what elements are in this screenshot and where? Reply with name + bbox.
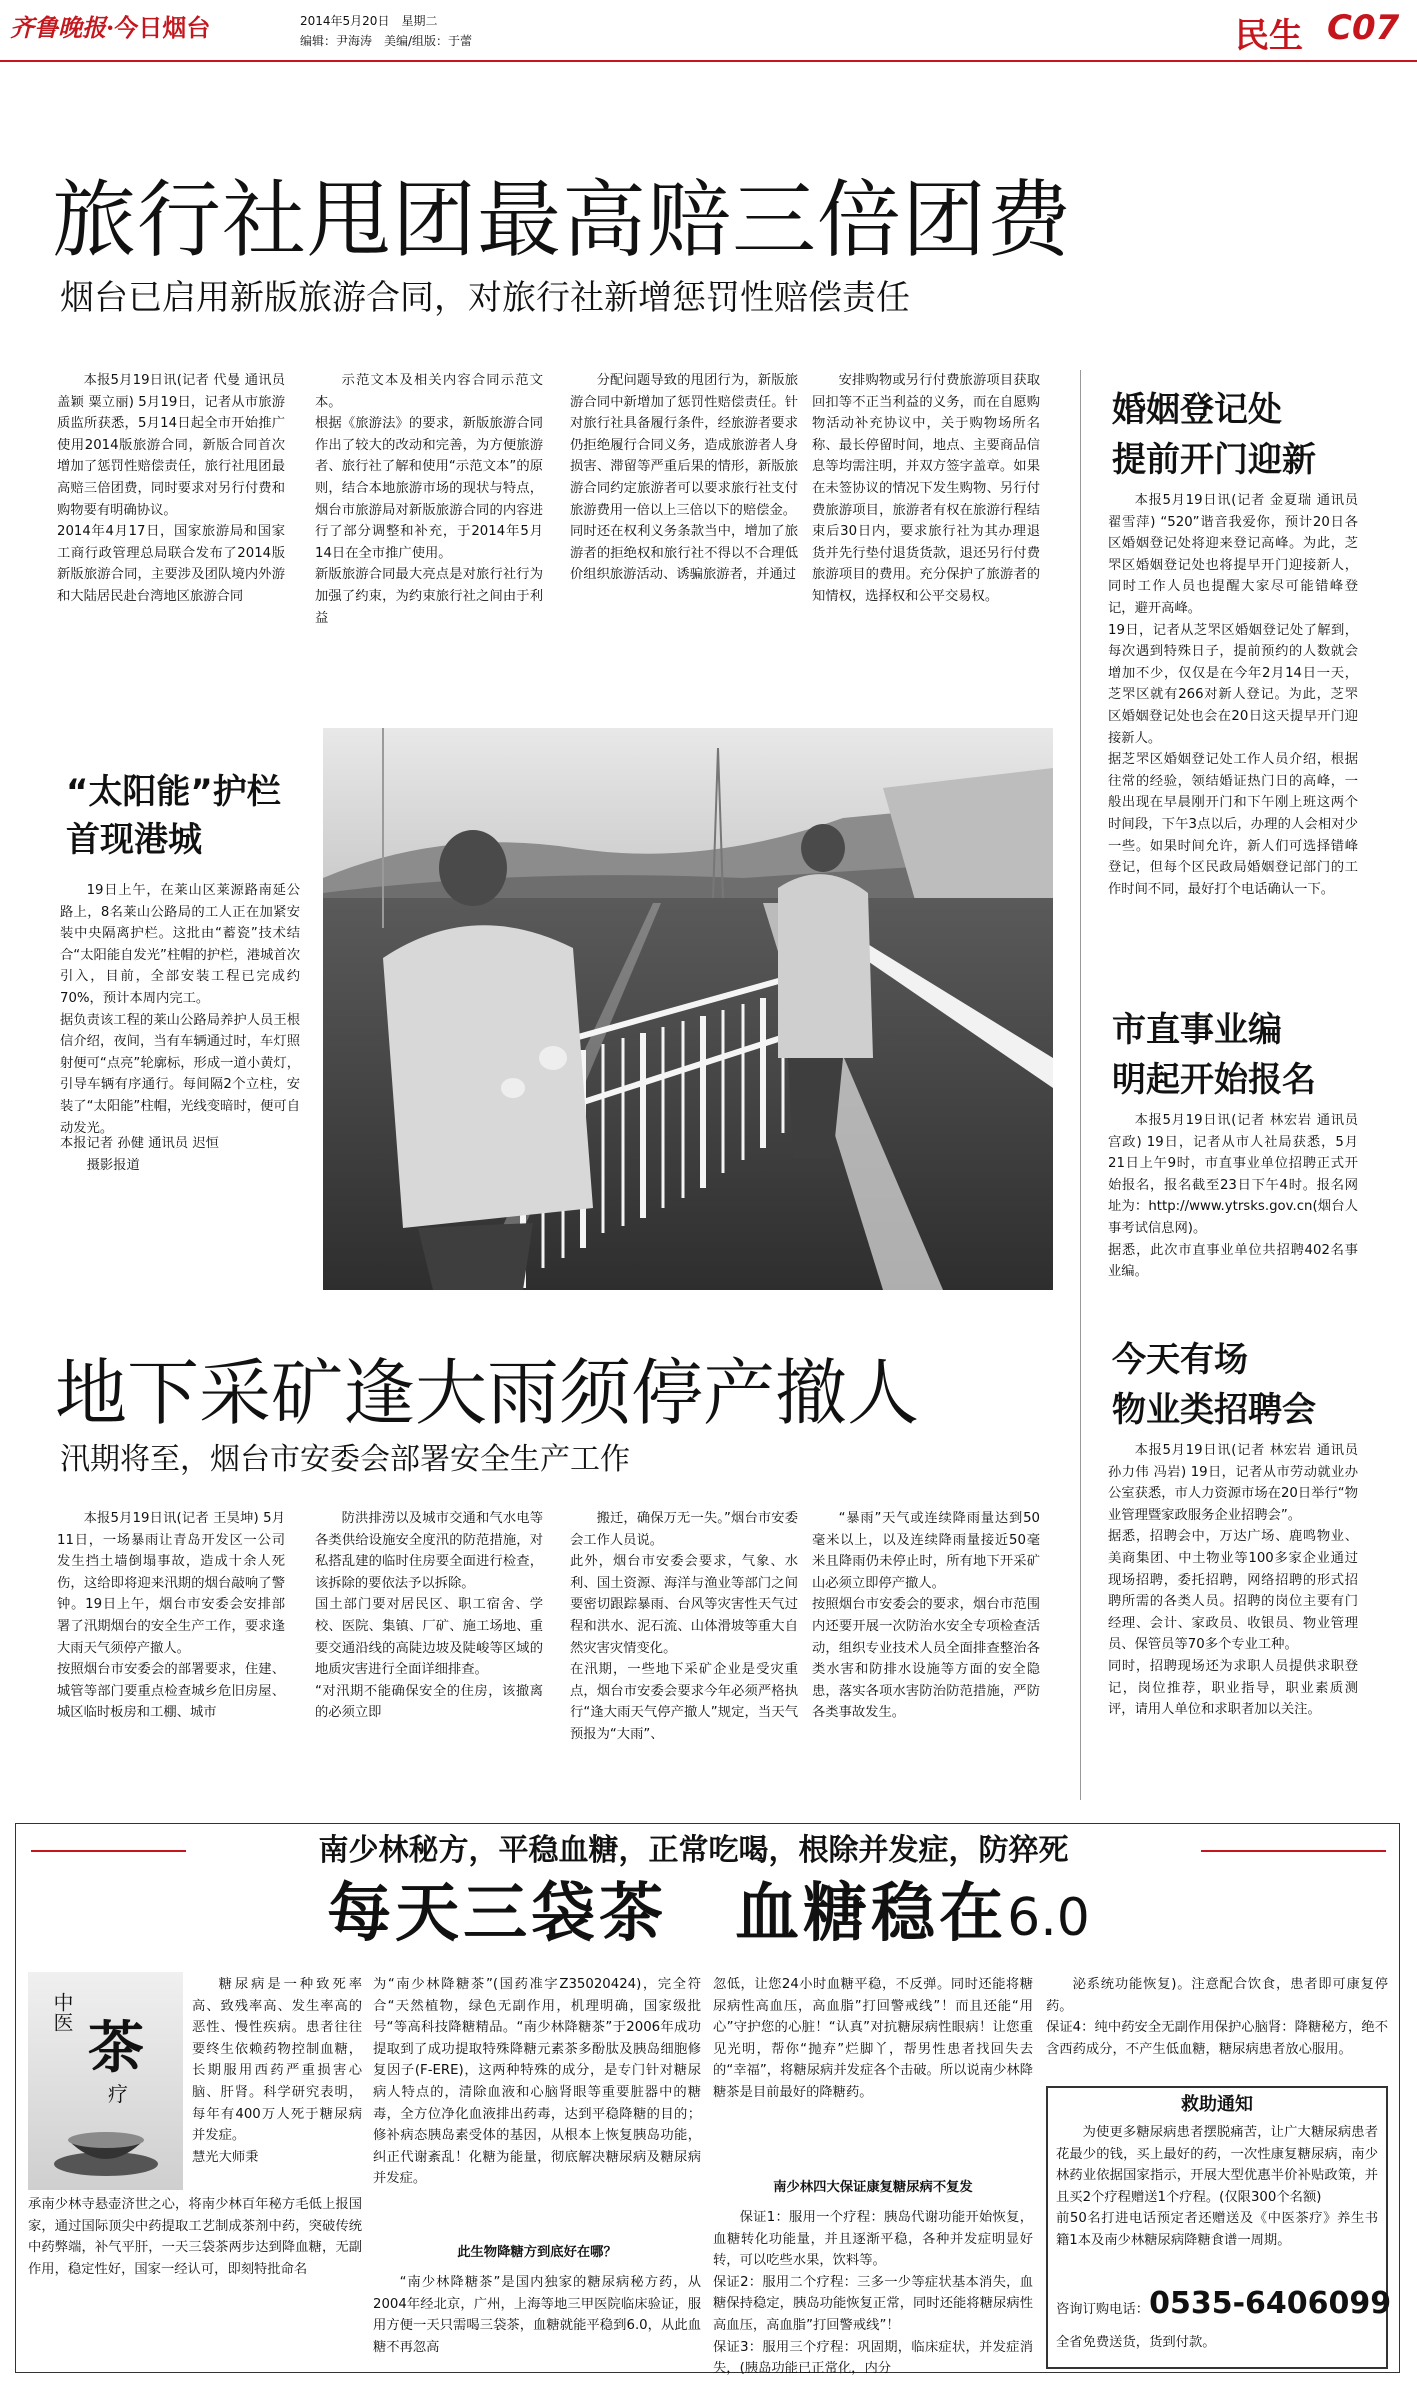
story-sun-headline-line2: 首现港城 [66, 820, 202, 860]
ad-tea-image-title-c: 疗 [108, 2082, 128, 2106]
story-sun-headline-line1: “太阳能”护栏 [66, 772, 281, 812]
news-photo [323, 728, 1053, 1290]
story-job-headline-line1: 今天有场 [1112, 1340, 1248, 1380]
ad-col4: 泌系统功能恢复)。注意配合饮食，患者即可康复停药。 保证4：纯中药安全无副作用保护心脑肾：降糖秘方，绝不含西药成分，不产生低血糖，糖尿病患者放心服用。 [1046, 1977, 1388, 2057]
ad-headline [16, 1876, 1401, 1956]
ad-notice-title: 救助通知 [1181, 2094, 1253, 2115]
ad-col3: 忽低，让您24小时血糖平稳，不反弹。同时还能将糖尿病性高血压，高血脂”打回警戒线”！而且还能“用心”守护您的心脏！“认真”对抗糖尿病性眼病！让您重见光明，帮你“抛弃”烂脚丫，帮男性患者找回失去的“幸福”，将糖尿病并发症各个击破。所以说南少林降糖茶是目前最好的降糖药。 [713, 1977, 1033, 2100]
story-civil-headline-line1: 市直事业编 [1112, 1010, 1282, 1050]
story-sun-credit [60, 1133, 300, 1176]
ad-kicker: 南少林秘方，平稳血糖，正常吃喝，根除并发症，防猝死 [318, 1833, 1069, 1868]
section-label: 民生 [1235, 16, 1303, 56]
story2-col-4: “暴雨”天气或连续降雨量达到50毫米以上，以及连续降雨量接近50毫米且降雨仍未停止时，所有地下开采矿山必须立即停产撤人。 按照烟台市安委会的要求，烟台市范围内还要开展一次防治水安全专项检查活动，组织专业技术人员全面排查整治各类水害和防排水设施等方面的安全隐患，落实各项水害防治防范措施，严防各类事故发生。 [812, 1511, 1040, 1721]
story-job-headline [1112, 1335, 1316, 1435]
masthead-editor: 编辑：尹海涛 美编/组版：于蕾 [300, 34, 473, 48]
story2-col-1: 本报5月19日讯(记者 王昊坤) 5月11日，一场暴雨让青岛开发区一公司发生挡土墙倒塌事故，造成十余人死伤，这给即将迎来汛期的烟台敲响了警钟。19日上午，烟台市安委会安排部署了汛期烟台的安全生产工作，要求逢大雨天气须停产撤人。 按照烟台市安委会的部署要求，住建、城管等部门要重点检查城乡危旧房屋、城区临时板房和工棚、城市 [57, 1511, 285, 1721]
ad-box [15, 1823, 1400, 2377]
story1-col-3: 分配问题导致的甩团行为，新版旅游合同中新增加了惩罚性赔偿责任。针对旅行社具备履行条件，经旅游者要求仍拒绝履行合同义务，造成旅游者人身损害、滞留等严重后果的情形，新版旅游合同约定旅游者可以要求旅行社支付旅游费用一倍以上三倍以下的赔偿金。 同时还在权利义务条款当中，增加了旅游者的拒绝权和旅行社不得以不合理低价组织旅游活动、诱骗旅游者，并通过 [570, 373, 798, 583]
ad-kicker-line-right [1201, 1850, 1386, 1852]
story1-headline: 旅行社甩团最高赔三倍团费 [52, 171, 1073, 269]
story-civil-headline-line2: 明起开始报名 [1112, 1060, 1316, 1100]
ad-tea-image-title-a: 中医 [50, 1992, 74, 2032]
ad-headline-main: 每天三袋茶 血糖稳在 [327, 1877, 1008, 1951]
masthead-logo-name: 齐鲁晚报 [10, 13, 106, 42]
story1-col-1: 本报5月19日讯(记者 代曼 通讯员 盖颖 粟立丽) 5月19日，记者从市旅游质监所获悉，5月14日起全市开始推广使用2014版旅游合同，新版合同首次增加了惩罚性赔偿责任，旅行社甩团最高赔三倍团费，同时要求对另行付费和购物要有明确协议。 2014年4月17日，国家旅游局和国家工商行政管理总局联合发布了2014版新版旅游合同，主要涉及团队境内外游和大陆居民赴台湾地区旅游合同 [57, 373, 285, 604]
ad-phone [1056, 2286, 1392, 2321]
masthead-logo-section: ·今日烟台 [106, 13, 211, 42]
masthead-logo [10, 8, 210, 43]
ad-col2-b: “南少林降糖茶”是国内独家的糖尿病秘方药，从2004年经北京，广州，上海等地三甲医院临床验证，服用方便一天只需喝三袋茶，血糖就能平稳到6.0，从此血糖不再忽高 [373, 2275, 701, 2355]
page-number: C07 [1327, 8, 1400, 48]
ad-col3-b: 保证1：服用一个疗程：胰岛代谢功能开始恢复，血糖转化功能量，并且逐渐平稳，各种并发症明显好转，可以吃些水果，饮料等。 保证2：服用二个疗程：三多一少等症状基本消失，血糖保持稳定，胰岛功能恢复正常，同时还能将糖尿病性高血压，高血脂”打回警戒线”！ 保证3：服用三个疗程：巩固期，临床症状，并发症消失，(胰岛功能已正常化，内分 [713, 2210, 1033, 2377]
ad-col2-subhead: 此生物降糖方到底好在哪？ [457, 2245, 617, 2260]
story-civil-headline [1112, 1005, 1316, 1105]
story2-col-2: 防洪排涝以及城市交通和气水电等各类供给设施安全度汛的防范措施，对私搭乱建的临时住房要全面进行检查，该拆除的要依法予以拆除。 国土部门要对居民区、职工宿舍、学校、医院、集镇、厂矿、施工场地、重要交通沿线的高陡边坡及陡峻等区域的地质灾害进行全面详细排查。 “对汛期不能确保安全的住房，该撤离的必须立即 [315, 1511, 543, 1721]
ad-notice-body: 为使更多糖尿病患者摆脱痛苦，让广大糖尿病患者花最少的钱，买上最好的药，一次性康复糖尿病，南少林药业依据国家指示，开展大型优惠半价补贴政策，并且买2个疗程赠送1个疗程。(仅限300个名额) 前50名打进电话预定者还赠送及《中医茶疗》养生书籍1本及南少林糖尿病降糖食谱一周期。 [1056, 2125, 1378, 2248]
ad-kicker-line-left [31, 1850, 186, 1852]
story2-col-3: 搬迁，确保万无一失。”烟台市安委会工作人员说。 此外，烟台市安委会要求，气象、水利、国土资源、海洋与渔业等部门之间要密切跟踪暴雨、台风等灾害性天气过程和洪水、泥石流、山体滑坡等重大自然灾害灾情变化。 在汛期，一些地下采矿企业是受灾重点，烟台市安委会要求今年必须严格执行“逢大雨天气停产撤人”规定，当天气预报为“大雨”、 [570, 1511, 798, 1742]
story2-headline: 地下采矿逢大雨须停产撤人 [55, 1351, 920, 1435]
story-sun-credit-2: 摄影报道 [86, 1157, 140, 1173]
story-civil-body: 本报5月19日讯(记者 林宏岩 通讯员 宫政) 19日，记者从市人社局获悉，5月21日上午9时，市直事业单位招聘正式开始报名，报名截至23日下午4时。报名网址为：http://www.ytrsks.gov.cn(烟台人事考试信息网)。 据悉，此次市直事业单位共招聘402名事业编。 [1108, 1113, 1358, 1280]
right-column-divider [1080, 370, 1081, 1800]
ad-tea-image [28, 1972, 183, 2190]
masthead [0, 0, 1417, 60]
story-marriage-headline-line1: 婚姻登记处 [1112, 390, 1282, 430]
ad-col1-bottom: 承南少林寺悬壶济世之心，将南少林百年秘方毛低上报国家，通过国际顶尖中药提取工艺制成茶剂中药，突破传统中药弊端，补气平肝，一天三袋茶两步达到降血糖，无副作用，稳定性好，国家一经认可，即刻特批命名 [28, 2197, 362, 2277]
teacup-icon [46, 2112, 166, 2182]
ad-footer: 全省免费送货，货到付款。 [1056, 2335, 1216, 2350]
ad-col3-subhead: 南少林四大保证康复糖尿病不复发 [773, 2180, 973, 2195]
story-sun-credit-1: 本报记者 孙健 通讯员 迟恒 [60, 1136, 219, 1151]
story1-col-2: 示范文本及相关内容合同示范文本。 根据《旅游法》的要求，新版旅游合同作出了较大的改动和完善，为方便旅游者、旅行社了解和使用“示范文本”的原则，结合本地旅游市场的现状与特点，烟台市旅游局对新版旅游合同的内容进行了部分调整和补充，于2014年5月14日在全市推广使用。 新版旅游合同最大亮点是对旅行社行为加强了约束，为约束旅行社之间由于利益 [315, 373, 543, 626]
story-job-body: 本报5月19日讯(记者 林宏岩 通讯员 孙力伟 冯岩) 19日，记者从市劳动就业办公室获悉，市人力资源市场在20日举行“物业管理暨家政服务企业招聘会”。 据悉，招聘会中，万达广场、鹿鸣物业、美商集团、中土物业等100多家企业通过现场招聘，委托招聘，网络招聘的形式招聘所需的各类人员。招聘的岗位主要有门经理、会计、家政员、收银员、物业管理员、保管员等70多个专业工种。 同时，招聘现场还为求职人员提供求职登记，岗位推荐，职业指导，职业素质测评，请用人单位和求职者加以关注。 [1108, 1443, 1358, 1718]
ad-col2: 为“南少林降糖茶”(国药准字Z35020424)，完全符合“天然植物，绿色无副作用，机理明确，国家级批号“等高科技降糖精品。“南少林降糖茶”于2006年成功提取到了成功提取特殊降糖元素茶多酚肽及胰岛细胞修复因子(F-ERE)，这两种特殊的成分，是专门针对糖尿病人特点的，清除血液和心脑肾眼等重要脏器中的糖毒，全方位净化血液排出药毒，达到平稳降糖的目的；修补病态胰岛素受体的基因，从根本上恢复胰岛功能，纠正代谢紊乱！化糖为能量，彻底解决糖尿病及糖尿病并发症。 [373, 1977, 701, 2187]
ad-phone-number[interactable]: 0535-6406099 [1149, 2286, 1392, 2321]
story-marriage-body: 本报5月19日讯(记者 金夏瑞 通讯员 翟雪萍) “520”谐音我爱你，预计20日各区婚姻登记处将迎来登记高峰。为此，芝罘区婚姻登记处也将提早开门迎接新人，同时工作人员也提醒大家尽可能错峰登记，避开高峰。 19日，记者从芝罘区婚姻登记处了解到，每次遇到特殊日子，提前预约的人数就会增加不少，仅仅是在今年2月14日一天，芝罘区就有266对新人登记。为此，芝罘区婚姻登记处也会在20日这天提早开门迎接新人。 据芝罘区婚姻登记处工作人员介绍，根据往常的经验，领结婚证热门日的高峰，一般出现在早晨刚开门和下午刚上班这两个时间段，下午3点以后，办理的人会相对少一些。如果时间允许，新人们可选择错峰登记，但每个区民政局婚姻登记部门的工作时间不同，最好打个电话确认一下。 [1108, 493, 1358, 897]
story-sun-headline [66, 768, 281, 864]
story-marriage-headline-line2: 提前开门迎新 [1112, 440, 1316, 480]
story-marriage-headline [1112, 385, 1316, 485]
ad-col1-right: 糖尿病是一种致死率高、致残率高、发生率高的恶性、慢性疾病。患者往往要终生依赖药物控制血糖，长期服用西药严重损害心脑、肝肾。科学研究表明，每年有400万人死于糖尿病并发症。 慧光大师秉 [192, 1977, 362, 2165]
story1-subhead: 烟台已启用新版旅游合同，对旅行社新增惩罚性赔偿责任 [60, 278, 910, 318]
ad-tea-image-title-b: 茶 [88, 2015, 144, 2081]
ad-notice-box [1046, 2086, 1392, 2369]
story1-col-4: 安排购物或另行付费旅游项目获取回扣等不正当利益的义务，而在自愿购物活动补充协议中，关于购物场所名称、最长停留时间，地点、主要商品信息等均需注明，并双方签字盖章。如果在未签协议的情况下发生购物、另行付费旅游项目，旅游者有权在旅游行程结束后30日内，要求旅行社为其办理退货并先行垫付退货货款，退还另行付费旅游项目的费用。充分保护了旅游者的知情权，选择权和公平交易权。 [812, 373, 1040, 604]
masthead-date: 2014年5月20日 星期二 [300, 14, 438, 28]
story2-subhead: 汛期将至，烟台市安委会部署安全生产工作 [60, 1442, 630, 1477]
news-photo-illustration [323, 728, 1053, 1290]
masthead-rule [0, 60, 1417, 62]
ad-headline-number: 6.0 [1007, 1888, 1090, 1948]
ad-phone-label: 咨询订购电话： [1056, 2302, 1150, 2317]
story-sun-body: 19日上午，在莱山区莱源路南延公路上，8名莱山公路局的工人正在加紧安装中央隔离护栏。这批由“蓄瓷”技术结合“太阳能自发光”柱帽的护栏，港城首次引入，目前，全部安装工程已完成约70%，预计本周内完工。 据负责该工程的莱山公路局养护人员王根信介绍，夜间，当有车辆通过时，车灯照射便可“点亮”轮廓标，形成一道小黄灯，引导车辆有序通行。每间隔2个立柱，安装了“太阳能”柱帽，光线变暗时，便可自动发光。 [60, 883, 300, 1136]
story-job-headline-line2: 物业类招聘会 [1112, 1390, 1316, 1430]
